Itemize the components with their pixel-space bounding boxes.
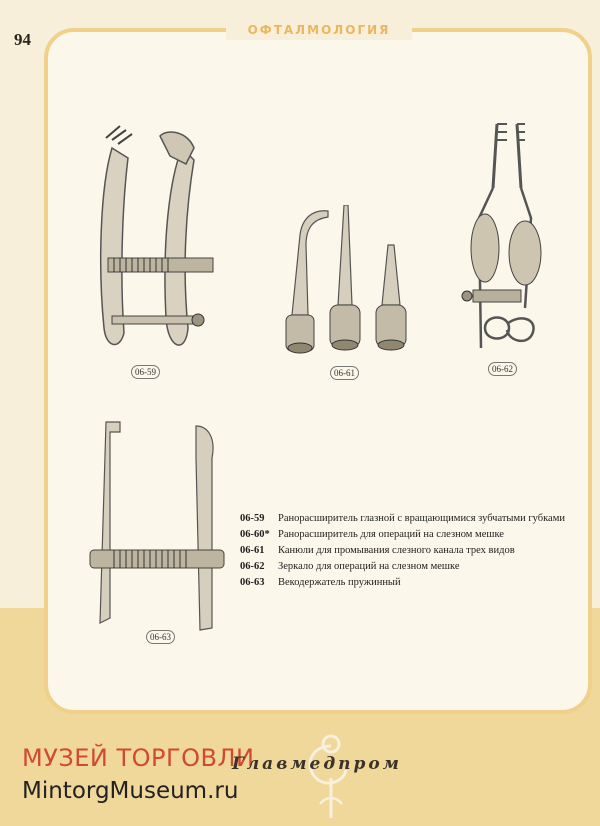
legend-row [240, 528, 570, 542]
legend-row [240, 560, 570, 574]
legend-text: Зеркало для операций на слезном мешке [278, 561, 460, 572]
figure-label-0663: 06-63 [146, 630, 175, 644]
instrument-legend [240, 512, 570, 592]
legend-code: 06-63 [240, 577, 265, 588]
legend-row [240, 512, 570, 526]
retractor-0659-illustration [90, 118, 240, 358]
section-title: ОФТАЛМОЛОГИЯ [226, 20, 412, 40]
page-number: 94 [14, 30, 31, 49]
figure-label-0659: 06-59 [131, 365, 160, 379]
legend-code: 06-59 [240, 513, 265, 524]
legend-row [240, 576, 570, 590]
legend-text: Канюли для промывания слезного канала трех видов [278, 545, 515, 556]
legend-row [240, 544, 570, 558]
legend-text: Ранорасширитель глазной с вращающимися зубчатыми губками [278, 513, 565, 524]
figure-label-0661: 06-61 [330, 366, 359, 380]
brand-name: Главмедпром [232, 754, 402, 774]
mirror-0662-illustration [445, 118, 555, 363]
museum-url: MintorgMuseum.ru [22, 778, 239, 804]
legend-code: 06-61 [240, 545, 265, 556]
figure-label-0662: 06-62 [488, 362, 517, 376]
legend-code: 06-60* [240, 529, 270, 540]
eyelid-holder-0663-illustration [76, 418, 236, 633]
museum-name: МУЗЕЙ ТОРГОВЛИ [22, 744, 255, 772]
legend-code: 06-62 [240, 561, 265, 572]
cannulas-0661-illustration [272, 205, 417, 360]
legend-text: Ранорасширитель для операций на слезном мешке [278, 529, 504, 540]
legend-text: Векодержатель пружинный [278, 577, 401, 588]
